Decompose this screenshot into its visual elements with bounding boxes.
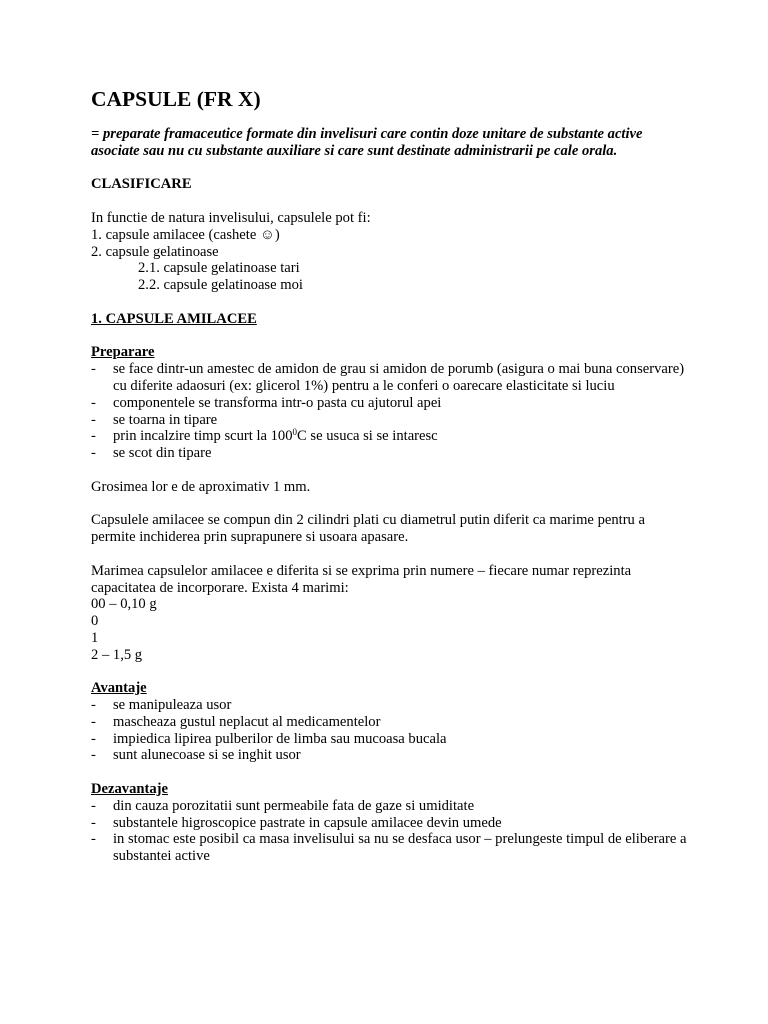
definition-text: = preparate framaceutice formate din invelisuri care contin doze unitare de substante active asociate sau nu cu substante auxiliare si care sunt destinate administrarii pe cale orala. bbox=[91, 126, 643, 159]
list-item bbox=[91, 428, 691, 445]
list-item: - din cauza porozitatii sunt permeabile fata de gaze si umiditate bbox=[91, 798, 691, 815]
list-item: - in stomac este posibil ca masa invelisului sa nu se desfaca usor – prelungeste timpul de eliberare a substantei active bbox=[91, 831, 691, 865]
list-item: - se toarna in tipare bbox=[91, 412, 691, 429]
degree-superscript: 0 bbox=[292, 427, 298, 438]
page-title: CAPSULE (FR X) bbox=[91, 87, 261, 111]
classification-intro: In functie de natura invelisului, capsulele pot fi: bbox=[91, 209, 371, 226]
preparation-heading: Preparare bbox=[91, 344, 155, 361]
list-item: - se face dintr-un amestec de amidon de grau si amidon de porumb (asigura o mai buna conservare) cu diferite adaosuri (ex: glicerol 1%) pentru a le conferi o oarecare elasticitate si luciu bbox=[91, 361, 691, 395]
disadvantages-list bbox=[91, 798, 691, 865]
list-item: - componentele se transforma intr-o pasta cu ajutorul apei bbox=[91, 395, 691, 412]
list-item: - mascheaza gustul neplacut al medicamentelor bbox=[91, 714, 691, 731]
heating-text-end: C se usuca si se intaresc bbox=[297, 428, 438, 445]
advantages-heading: Avantaje bbox=[91, 680, 147, 697]
classification-subitem: 2.2. capsule gelatinoase moi bbox=[138, 277, 303, 294]
sizes-intro: Marimea capsulelor amilacee e diferita si se exprima prin numere – fiecare numar reprezinta capacitatea de incorporare. Exista 4 marimi: bbox=[91, 562, 632, 596]
size-item: 1 bbox=[91, 629, 99, 646]
size-item: 0 bbox=[91, 613, 99, 630]
list-item: - sunt alunecoase si se inghit usor bbox=[91, 747, 691, 764]
classification-item: 1. capsule amilacee (cashete ☺) bbox=[91, 226, 280, 243]
document-body bbox=[91, 86, 691, 865]
advantages-list bbox=[91, 697, 691, 764]
list-item: - se manipuleaza usor bbox=[91, 697, 691, 714]
classification-item: 2. capsule gelatinoase bbox=[91, 243, 219, 260]
list-item: - substantele higroscopice pastrate in capsule amilacee devin umede bbox=[91, 815, 691, 832]
composition-text: Capsulele amilacee se compun din 2 cilindri plati cu diametrul putin diferit ca marime pentru a permite inchiderea prin suprapunere si usoara apasare. bbox=[91, 512, 645, 546]
list-item: - se scot din tipare bbox=[91, 445, 691, 462]
heating-text: prin incalzire timp scurt la 100 bbox=[113, 428, 293, 445]
preparation-list bbox=[91, 361, 691, 462]
thickness-text: Grosimea lor e de aproximativ 1 mm. bbox=[91, 478, 311, 495]
size-item: 00 – 0,10 g bbox=[91, 596, 157, 613]
size-item: 2 – 1,5 g bbox=[91, 646, 143, 663]
disadvantages-heading: Dezavantaje bbox=[91, 781, 168, 798]
section-heading-amilacee: 1. CAPSULE AMILACEE bbox=[91, 310, 257, 327]
list-item: - impiedica lipirea pulberilor de limba sau mucoasa bucala bbox=[91, 731, 691, 748]
classification-subitem: 2.1. capsule gelatinoase tari bbox=[138, 260, 300, 277]
classification-heading: CLASIFICARE bbox=[91, 176, 192, 193]
